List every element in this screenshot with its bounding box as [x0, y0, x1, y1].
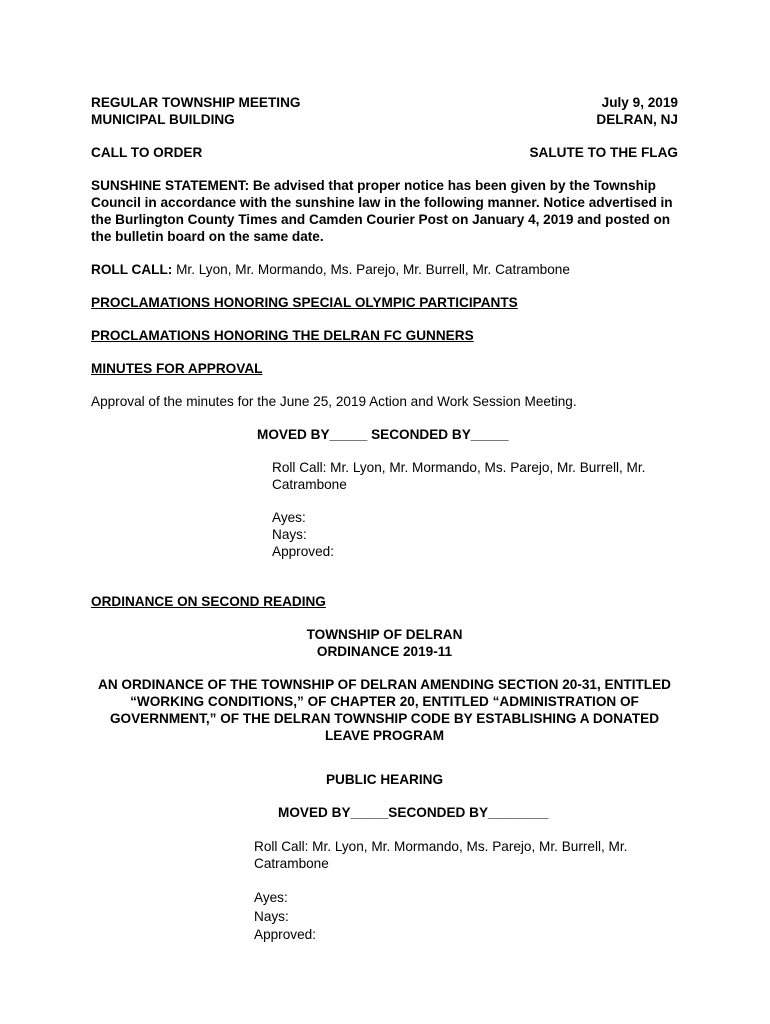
ordinance-number: ORDINANCE 2019-11: [316, 644, 453, 659]
ordinance-title-line-3: GOVERNMENT,” OF THE DELRAN TOWNSHIP CODE BY ESTABLISHING A DONATED: [109, 711, 660, 726]
minutes-moved-seconded: MOVED BY_____ SECONDED BY_____: [257, 427, 509, 442]
ordinance-roll-call-line-2: Catrambone: [254, 856, 329, 871]
ordinance-heading: ORDINANCE ON SECOND READING: [91, 594, 326, 609]
proclamation-fc-gunners: PROCLAMATIONS HONORING THE DELRAN FC GUNNERS: [91, 328, 474, 343]
header-row-2: [91, 111, 678, 128]
ordinance-approved: Approved:: [254, 927, 316, 942]
roll-call-names: Mr. Lyon, Mr. Mormando, Ms. Parejo, Mr. Burrell, Mr. Catrambone: [172, 262, 570, 277]
minutes-roll-call-line-1: Roll Call: Mr. Lyon, Mr. Mormando, Ms. Parejo, Mr. Burrell, Mr.: [272, 460, 646, 475]
minutes-ayes: Ayes:: [272, 510, 306, 525]
call-to-order: CALL TO ORDER: [91, 145, 203, 160]
header-row-3: [91, 144, 678, 161]
ordinance-vote-block: [254, 838, 678, 945]
minutes-approved: Approved:: [272, 544, 334, 559]
minutes-roll-call-line-2: Catrambone: [272, 477, 347, 492]
ordinance-moved-seconded: MOVED BY_____SECONDED BY________: [278, 805, 549, 820]
minutes-text: Approval of the minutes for the June 25, 2019 Action and Work Session Meeting.: [91, 394, 577, 409]
meeting-town: DELRAN, NJ: [596, 112, 678, 127]
ordinance-ayes: Ayes:: [254, 890, 288, 905]
agenda-page: [91, 94, 678, 945]
salute-to-flag: SALUTE TO THE FLAG: [529, 145, 678, 160]
roll-call-label: ROLL CALL:: [91, 262, 173, 277]
proclamation-special-olympics: PROCLAMATIONS HONORING SPECIAL OLYMPIC PARTICIPANTS: [91, 295, 518, 310]
meeting-date: July 9, 2019: [601, 95, 678, 110]
public-hearing: PUBLIC HEARING: [325, 772, 444, 787]
header-row-1: [91, 94, 678, 111]
minutes-heading: MINUTES FOR APPROVAL: [91, 361, 263, 376]
ordinance-nays: Nays:: [254, 908, 289, 924]
ordinance-description: [91, 676, 678, 744]
ordinance-title-line-2: “WORKING CONDITIONS,” OF CHAPTER 20, ENTITLED “ADMINISTRATION OF: [130, 694, 639, 709]
ordinance-township: TOWNSHIP OF DELRAN: [306, 627, 463, 642]
meeting-location: MUNICIPAL BUILDING: [91, 112, 235, 127]
ordinance-roll-call-line-1: Roll Call: Mr. Lyon, Mr. Mormando, Ms. Parejo, Mr. Burrell, Mr.: [254, 839, 628, 854]
minutes-vote-block: [272, 459, 678, 560]
ordinance-title-block: [91, 626, 678, 660]
meeting-title: REGULAR TOWNSHIP MEETING: [91, 95, 301, 110]
ordinance-title-line-1: AN ORDINANCE OF THE TOWNSHIP OF DELRAN AMENDING SECTION 20-31, ENTITLED: [98, 677, 671, 692]
ordinance-title-line-4: LEAVE PROGRAM: [324, 728, 445, 743]
sunshine-statement: SUNSHINE STATEMENT: Be advised that proper notice has been given by the Township Council in accordance with the sunshine law in the following manner. Notice advertised in the Burlington County Times and Camden Courier Post on January 4, 2019 and posted on the bulletin board on the same date.: [91, 178, 673, 244]
minutes-nays: Nays:: [272, 527, 307, 542]
roll-call: [91, 261, 678, 278]
